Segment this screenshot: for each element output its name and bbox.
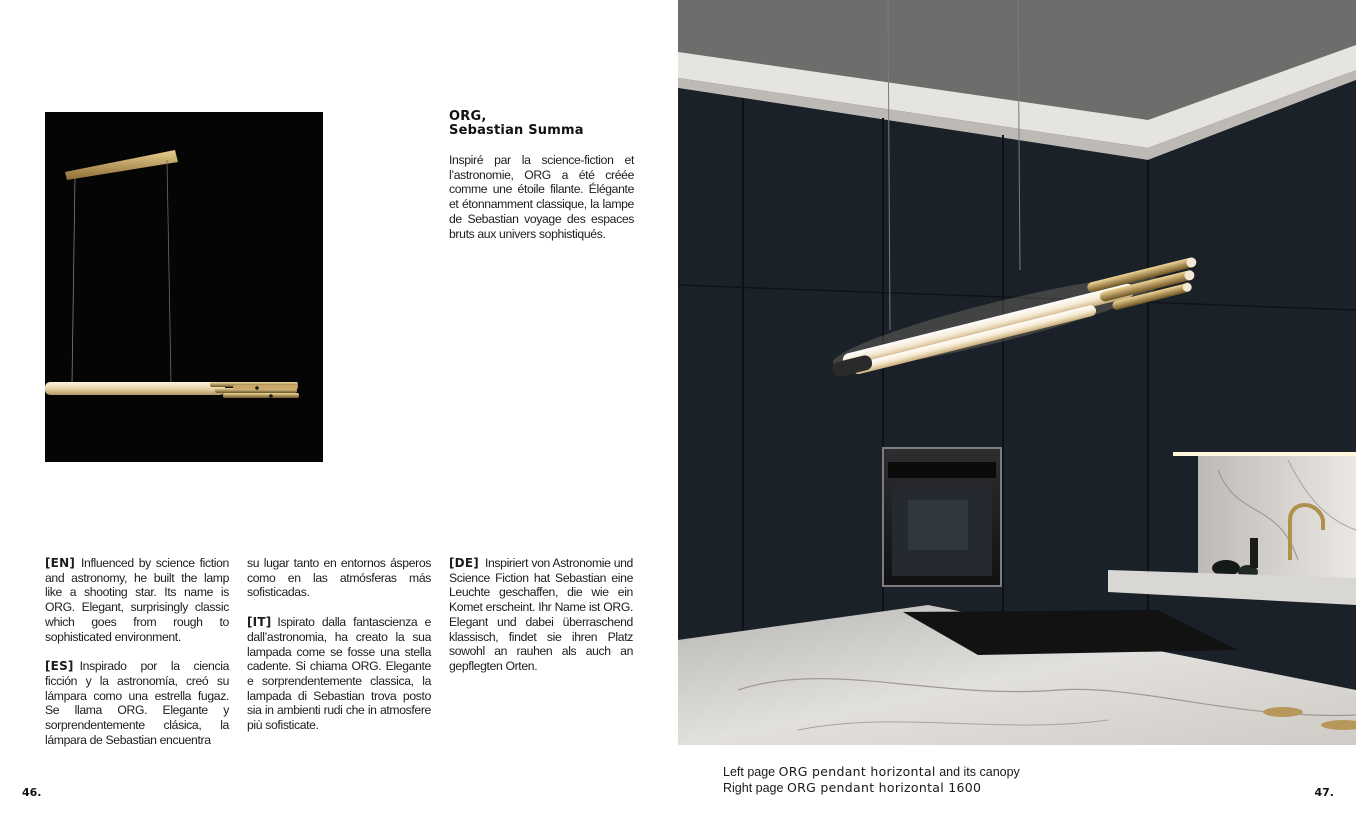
title-block [449,110,634,241]
text-german [449,556,633,674]
text-spanish-body: Inspirado por la ciencia ficción y la astronomía, creó su lámpara como una estrella fugaz. Se llama ORG. Elegante y sorprendentemente clásica, la lámpara de Sebastian encuentra [45,659,229,747]
page-number-right: 47. [1314,786,1334,799]
kitchen-photo [678,0,1356,745]
lang-tag-de: [DE] [449,556,479,570]
product-title [449,110,634,138]
caption-prefix-right: Right page [723,781,784,795]
text-german-body: Inspiriert von Astronomie und Science Fiction hat Sebastian eine Leuchte geschaffen, die wie ein Komet erscheint. Ihr Name ist ORG. Elegant und dabei überraschend klassisch, findet sie ihren Platz sowohl an rauhen als auch an gepflegten Orten. [449,556,633,673]
pendant-canopy-image [45,112,323,462]
caption-product-left: ORG pendant horizontal [778,764,936,779]
text-italian-body: Ispirato dalla fantascienza e dall’astronomia, ha creato la sua lampada come se fosse una stella cadente. Si chiama ORG. Elegante e sorprendentemente classica, la lampada di Sebastian trova posto sia in ambienti rudi che in atmosfere più sofisticate. [247,615,431,733]
text-column-1 [45,556,229,747]
lang-tag-it: [IT] [247,615,272,630]
lang-tag-en: [EN] [45,556,76,570]
photo-caption [723,764,1020,796]
caption-line-right-page [723,780,1020,796]
pendant-kitchen-image [678,0,1356,745]
product-photo [45,112,323,462]
text-spanish-continued: su lugar tanto en entornos ásperos como en las atmósferas más sofisticadas. [247,556,431,600]
text-column-3 [449,556,633,674]
lang-tag-es: [ES] [45,659,74,674]
product-name: ORG, [449,109,487,124]
text-italian [247,615,431,733]
text-english [45,556,229,644]
page-number-left: 46. [22,786,42,799]
designer-name: Sebastian Summa [449,123,584,138]
caption-line-left-page [723,764,1020,780]
caption-suffix-left: and its canopy [939,765,1020,779]
intro-french: Inspiré par la science-fiction et l’astronomie, ORG a été créée comme une étoile filante. Élégante et étonnamment classique, la lampe de Sebastian voyage des espaces bruts aux univers sophistiqués. [449,153,634,241]
text-column-2 [247,556,431,733]
text-spanish [45,659,229,747]
text-english-body: Influenced by science fiction and astronomy, he built the lamp like a shooting star. Its name is ORG. Elegant, surprisingly classic which goes from rough to sophisticated environment. [45,556,229,644]
caption-prefix-left: Left page [723,765,776,779]
caption-product-right: ORG pendant horizontal 1600 [786,780,982,795]
